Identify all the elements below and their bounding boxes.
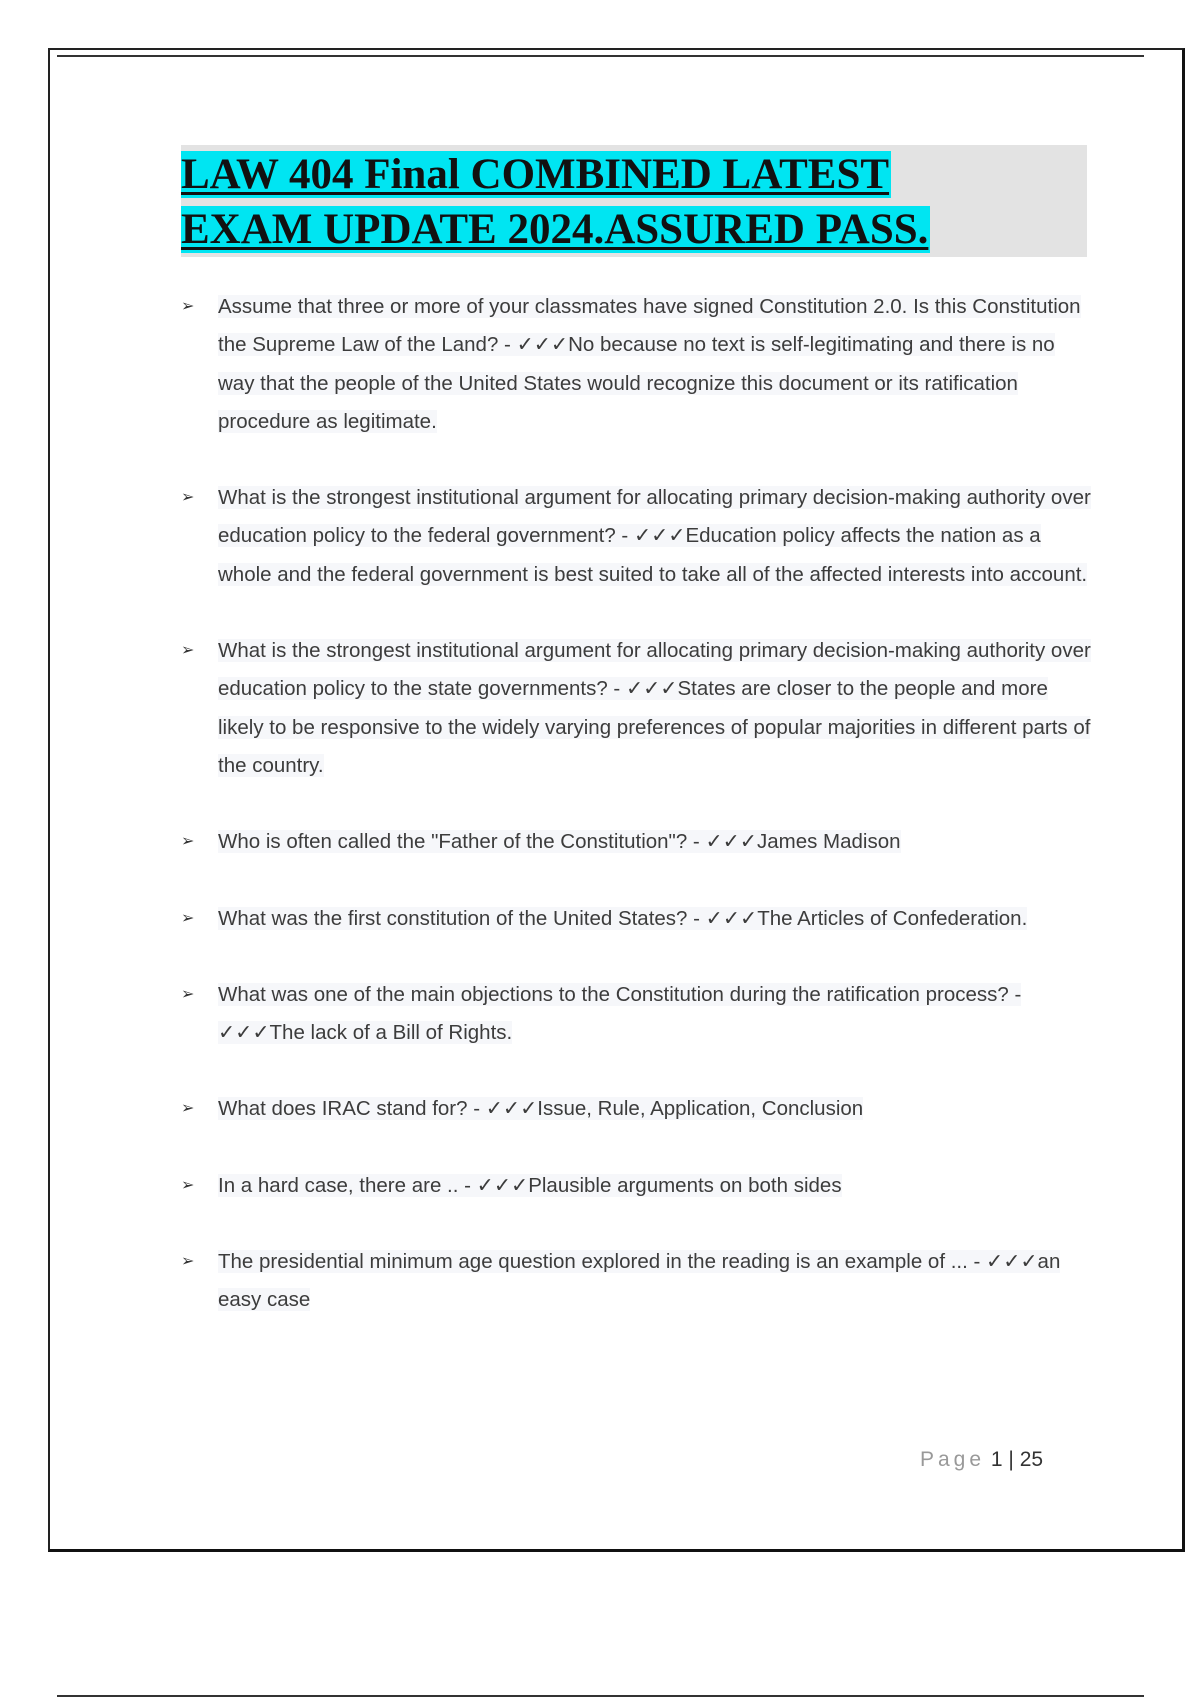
header-rule (57, 55, 1144, 57)
question-item (181, 900, 1093, 938)
question-text: Who is often called the "Father of the Constitution"? - ✓✓✓James Madison (218, 830, 901, 854)
arrow-bullet-icon: ➢ (181, 909, 195, 927)
page-label: Page (920, 1448, 986, 1471)
page-number (920, 1448, 1043, 1472)
question-text: What was the first constitution of the United States? - ✓✓✓The Articles of Confederation. (218, 906, 1028, 930)
footer-rule (57, 1695, 1144, 1697)
question-item (181, 976, 1093, 1053)
question-item (181, 1090, 1093, 1128)
arrow-bullet-icon: ➢ (181, 642, 195, 660)
question-item (181, 823, 1093, 861)
arrow-bullet-icon: ➢ (181, 985, 195, 1003)
question-text: What is the strongest institutional argument for allocating primary decision-making authority over education policy to the federal government? - ✓✓✓Education policy affects the nation as a whole and the federal government is best suited to take all of the affected interests into account. (218, 486, 1091, 586)
question-item (181, 1243, 1093, 1320)
arrow-bullet-icon: ➢ (181, 489, 195, 507)
arrow-bullet-icon: ➢ (181, 1100, 195, 1118)
arrow-bullet-icon: ➢ (181, 298, 195, 315)
document-title-line-2 (181, 205, 930, 255)
question-text: What does IRAC stand for? - ✓✓✓Issue, Rule, Application, Conclusion (218, 1097, 864, 1121)
page-separator: | (1008, 1448, 1014, 1471)
title-highlight-1: LAW 404 Final COMBINED LATEST (181, 151, 890, 198)
question-item (181, 288, 1093, 441)
document-title-line-1 (181, 150, 891, 200)
arrow-bullet-icon: ➢ (181, 1176, 195, 1194)
question-text: What is the strongest institutional argument for allocating primary decision-making authority over education policy to the state governments? - ✓✓✓States are closer to the people and more likely to be responsive to the widely varying preferences of popular majorities in different parts of the country. (218, 639, 1091, 777)
question-list (181, 288, 1093, 1358)
question-item (181, 632, 1093, 785)
question-text: The presidential minimum age question explored in the reading is an example of ... - ✓✓✓an easy case (218, 1250, 1061, 1312)
question-text: In a hard case, there are .. - ✓✓✓Plausible arguments on both sides (218, 1173, 842, 1197)
arrow-bullet-icon: ➢ (181, 1253, 195, 1271)
question-item (181, 1167, 1093, 1205)
question-text: What was one of the main objections to the Constitution during the ratification process? - ✓✓✓The lack of a Bill of Rights. (218, 982, 1022, 1045)
current-page: 1 (990, 1448, 1003, 1471)
arrow-bullet-icon: ➢ (181, 833, 195, 851)
title-highlight-2: EXAM UPDATE 2024.ASSURED PASS. (181, 206, 929, 253)
question-item (181, 479, 1093, 594)
question-text: Assume that three or more of your classmates have signed Constitution 2.0. Is this Constitution the Supreme Law of the Land? - ✓✓✓No because no text is self-legitimating and there is no way that the people of the United States would recognize this document or its ratification procedure as legitimate. (218, 295, 1081, 433)
total-pages: 25 (1019, 1448, 1044, 1471)
